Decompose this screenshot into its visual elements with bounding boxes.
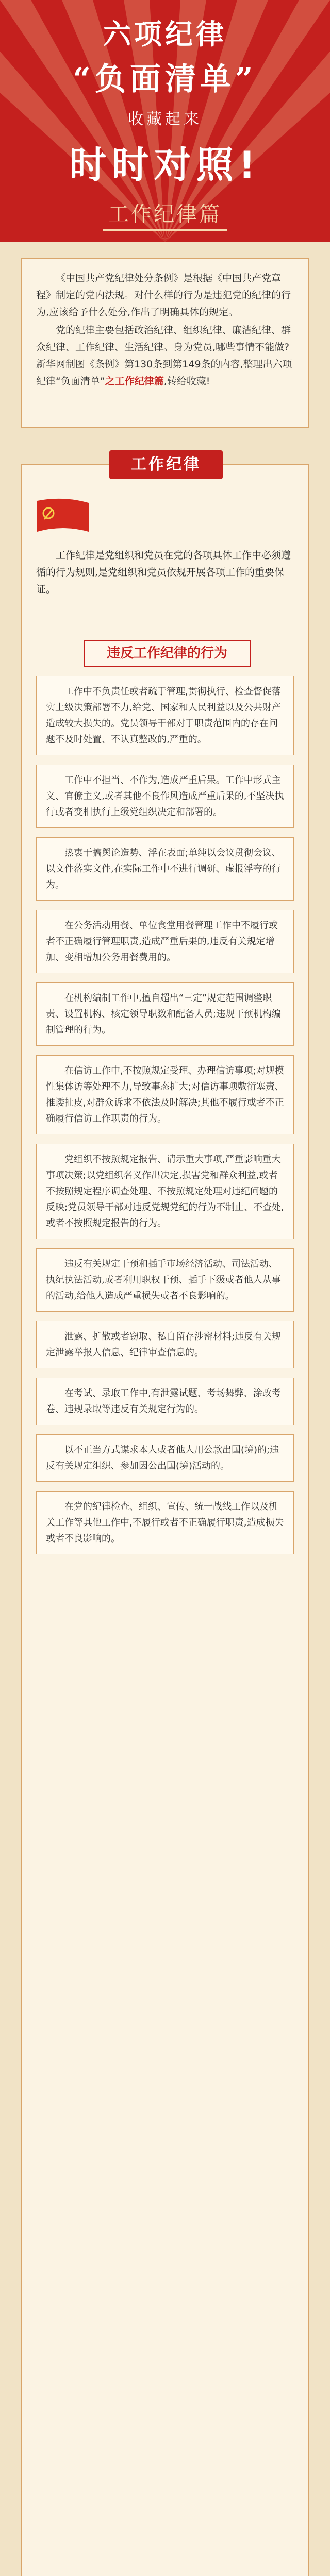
intro-p2-highlight: 之工作纪律篇 — [105, 376, 164, 387]
list-item: 在信访工作中,不按照规定受理、办理信访事项;对规模性集体访等处理不力,导致事态扩大;对信访事项敷衍塞责、推诿扯皮,对群众诉求不依法及时解决;其他不履行或者不正确履行信访工作职责的行为。 — [36, 1055, 294, 1134]
violation-list — [36, 676, 294, 1564]
header-big-text: 时时对照! — [69, 143, 261, 187]
work-discipline-section — [21, 455, 309, 2576]
list-item: 泄露、扩散或者窃取、私自留存涉密材料;违反有关规定泄露举报人信息、纪律审查信息的。 — [36, 1321, 294, 1368]
header-chapter — [0, 198, 330, 227]
section-lead: 工作纪律是党组织和党员在党的各项具体工作中必须遵循的行为规则,是党组织和党员依规开展各项工作的重要保证。 — [36, 550, 291, 595]
party-flag-icon — [32, 496, 94, 537]
intro-p2-tail: ,转给收藏! — [163, 376, 210, 387]
list-item: 在公务活动用餐、单位食堂用餐管理工作中不履行或者不正确履行管理职责,造成严重后果的,违反有关规定增加、变相增加公务用餐费用的。 — [36, 910, 294, 973]
intro-paragraph-1: 《中国共产党纪律处分条例》是根据《中国共产党章程》制定的党内法规。对什么样的行为是违犯党的纪律的行为,应该给予什么处分,作出了明确具体的规定。 — [36, 273, 291, 318]
list-item: 违反有关规定干预和插手市场经济活动、司法活动、执纪执法活动,或者利用职权干预、插手下级或者他人从事的活动,给他人造成严重损失或者不良影响的。 — [36, 1248, 294, 1312]
list-item: 在党的纪律检查、组织、宣传、统一战线工作以及机关工作等其他工作中,不履行或者不正确履行职责,造成损失或者不良影响的。 — [36, 1491, 294, 1554]
header-subtitle: 收藏起来 — [128, 110, 202, 128]
list-item: 热衷于搞舆论造势、浮在表面;单纯以会议贯彻会议、以文件落实文件,在实际工作中不进行调研、虚报浮夸的行为。 — [36, 837, 294, 901]
intro-p2-text: 党的纪律主要包括政治纪律、组织纪律、廉洁纪律、群众纪律、工作纪律、生活纪律。身为党员,哪些事情不能做?新华网制图《条例》第130条到第149条的内容,整理出六项纪律“负面清单” — [36, 325, 292, 387]
header-title-line1: 六项纪律 — [103, 18, 227, 50]
list-item: 党组织不按照规定报告、请示重大事项,严重影响重大事项决策;以党组织名义作出决定,损害党和群众利益,或者不按照规定程序调查处理、不按照规定处理对违纪问题的反映;党员领导干部对违反党规党纪的行为不制止、不查处,或者不按照规定报告的行为。 — [36, 1144, 294, 1239]
list-item: 在机构编制工作中,擅自超出“三定”规定范围调整职责、设置机构、核定领导职数和配备人员;违规干预机构编制管理的行为。 — [36, 982, 294, 1046]
violations-heading: 违反工作纪律的行为 — [84, 640, 251, 667]
list-item: 以不正当方式谋求本人或者他人用公款出国(境)的;违反有关规定组织、参加因公出国(境)活动的。 — [36, 1434, 294, 1482]
header-title-line2: “负面清单” — [73, 61, 257, 97]
list-item: 工作中不担当、不作为,造成严重后果。工作中形式主义、官僚主义,或者其他不良作风造成严重后果的,不坚决执行或者变相执行上级党组织决定和部署的。 — [36, 765, 294, 828]
intro-box — [21, 258, 309, 428]
header-banner — [0, 0, 330, 242]
chapter-label: 工作纪律篇 — [103, 202, 227, 231]
list-item: 在考试、录取工作中,有泄露试题、考场舞弊、涂改考卷、违规录取等违反有关规定行为的。 — [36, 1378, 294, 1425]
section-title: 工作纪律 — [109, 450, 223, 479]
list-item: 工作中不负责任或者疏于管理,贯彻执行、检查督促落实上级决策部署不力,给党、国家和人民利益以及公共财产造成较大损失的。党员领导干部对于职责范围内的存在问题不及时处置、不认真整改的,严重的。 — [36, 676, 294, 755]
intro-paragraph-2 — [36, 322, 294, 390]
